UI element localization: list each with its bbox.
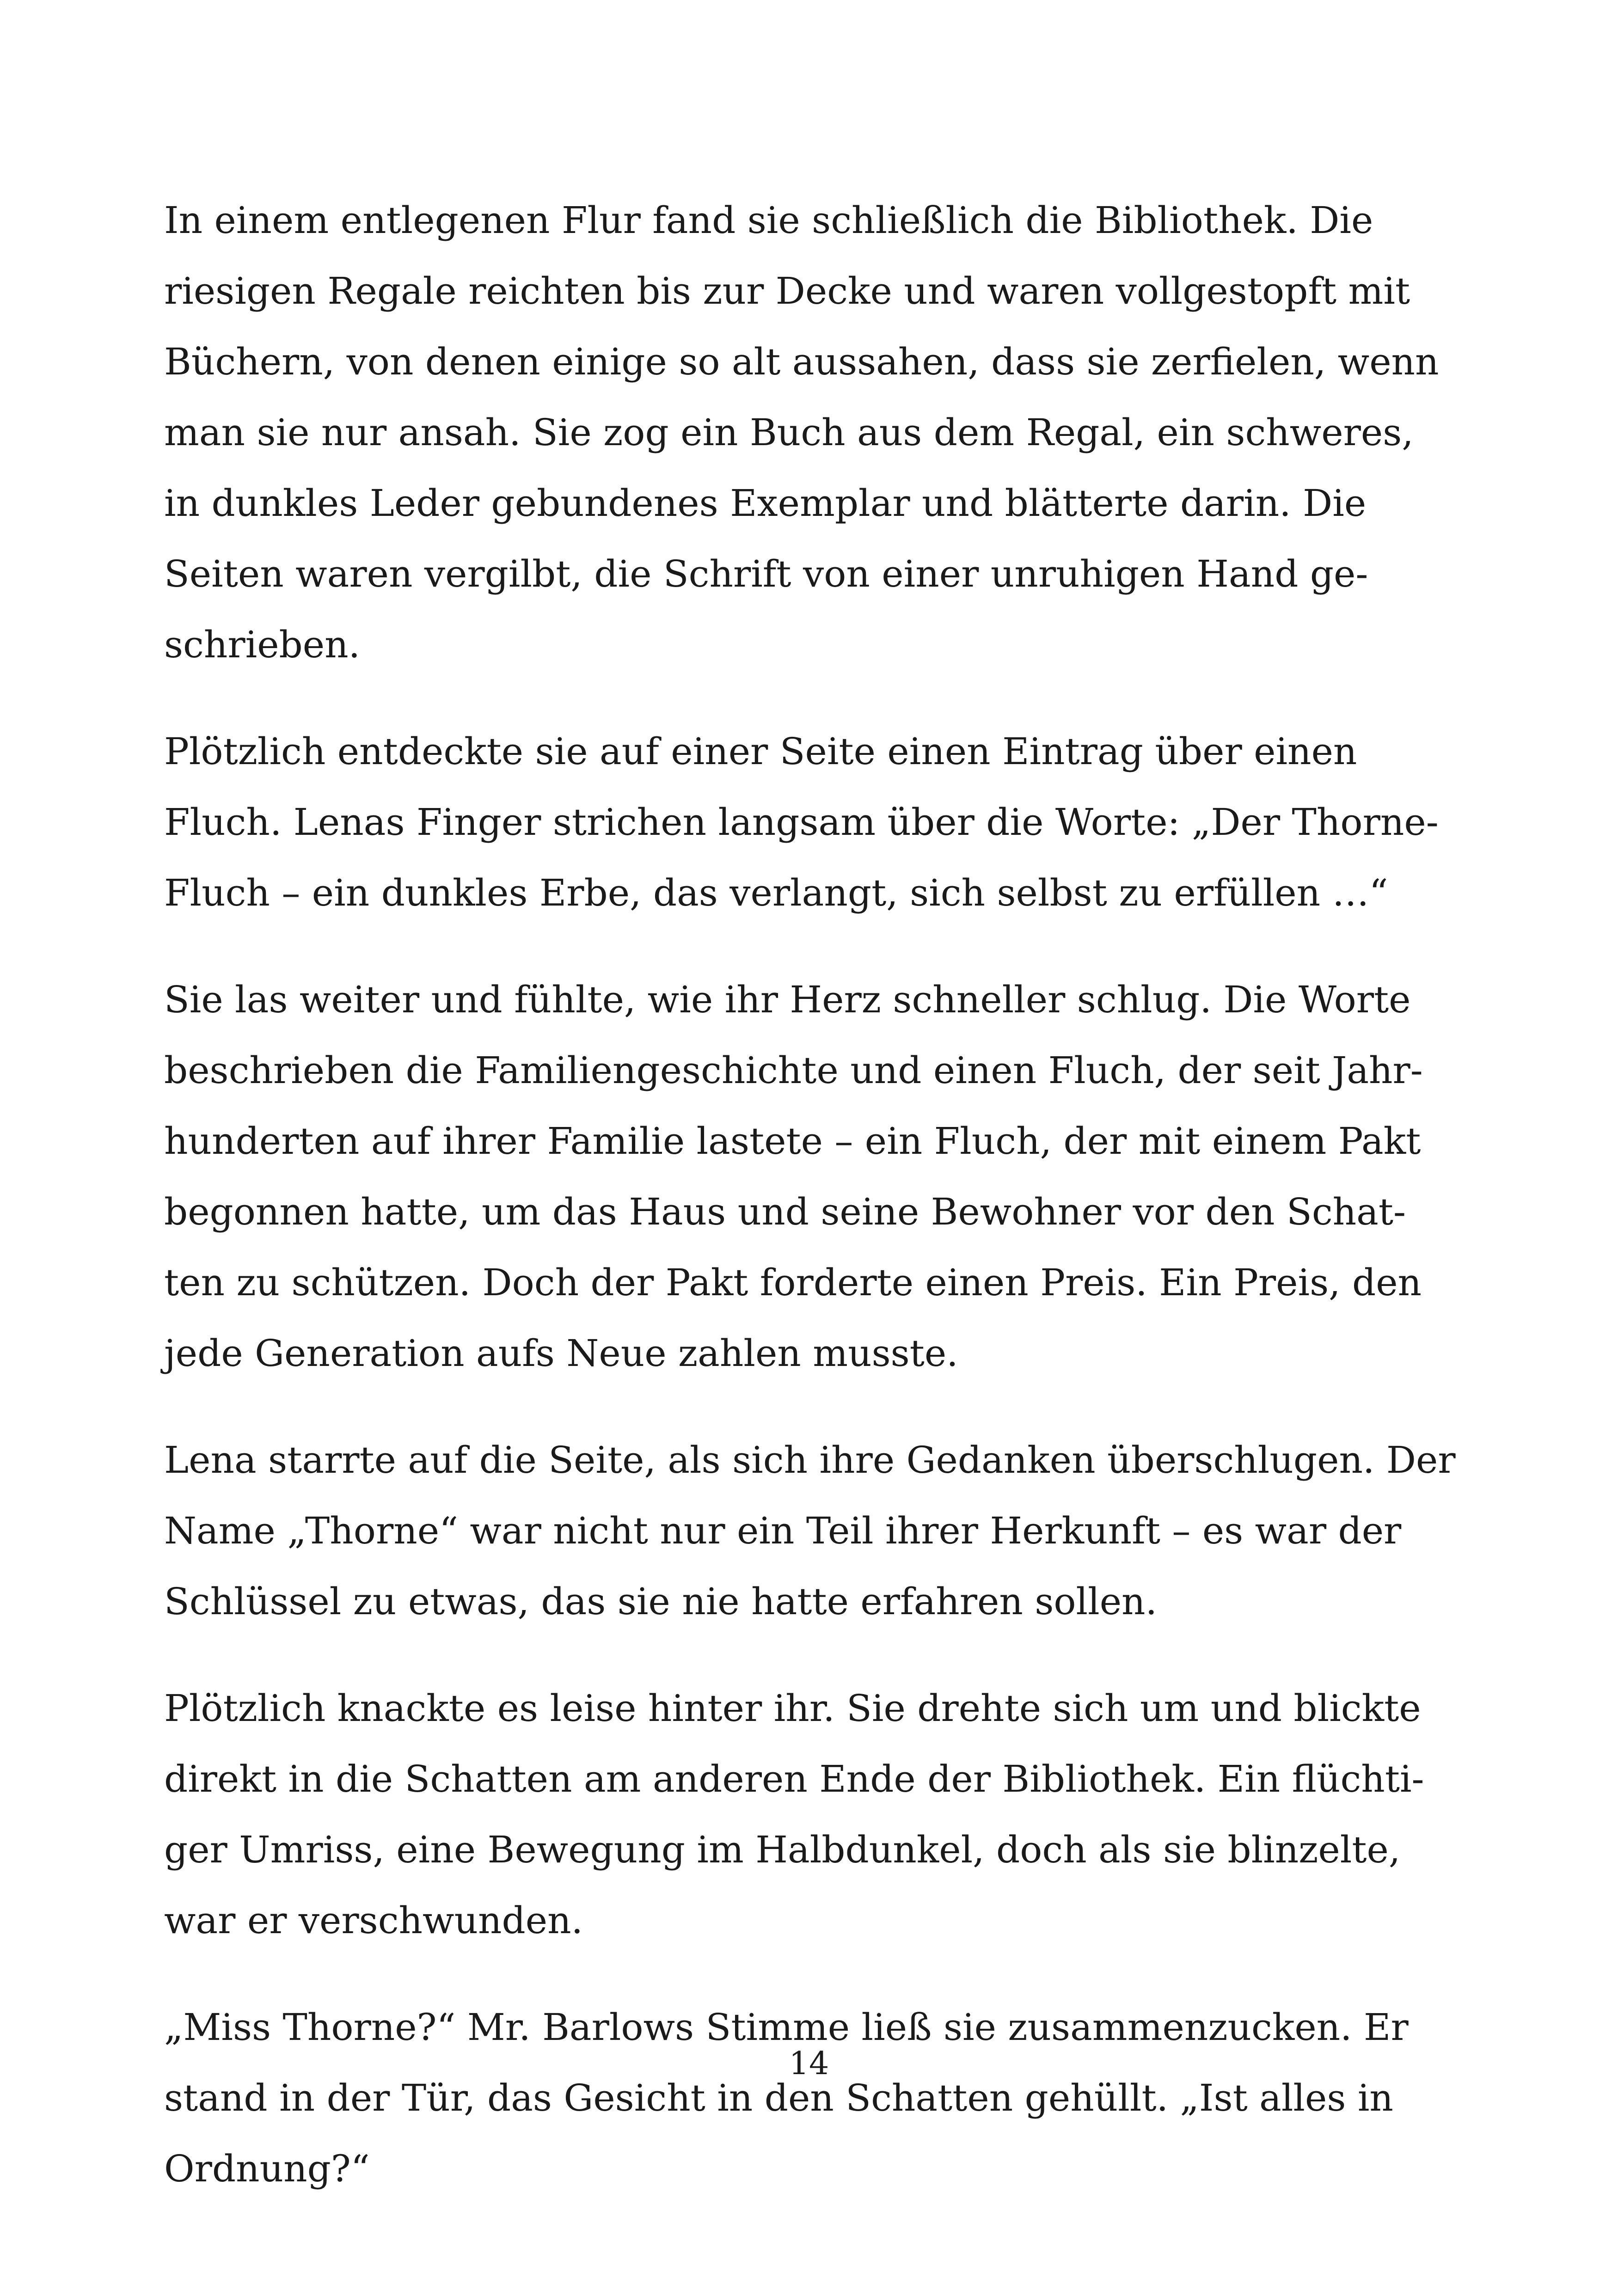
text-line: stand in der Tür, das Gesicht in den Schatten gehüllt. „Ist alles in xyxy=(164,2076,1393,2119)
text-line: Sie las weiter und fühlte, wie ihr Herz schneller schlug. Die Worte xyxy=(164,978,1411,1021)
text-line: man sie nur ansah. Sie zog ein Buch aus dem Regal, ein schweres, xyxy=(164,411,1414,454)
paragraph xyxy=(164,1425,1468,1637)
text-line: „Miss Thorne?“ Mr. Barlows Stimme ließ sie zusammenzucken. Er xyxy=(164,2006,1409,2049)
text-line: ger Umriss, eine Bewegung im Halbdunkel, doch als sie blinzelte, xyxy=(164,1828,1401,1871)
text-line: Schlüssel zu etwas, das sie nie hatte erfahren sollen. xyxy=(164,1580,1158,1623)
paragraph xyxy=(164,964,1468,1389)
page-number: 14 xyxy=(789,2045,829,2082)
text-line: Ordnung?“ xyxy=(164,2147,370,2190)
text-line: Fluch. Lenas Finger strichen langsam über die Worte: „Der Thorne- xyxy=(164,801,1439,844)
paragraph xyxy=(164,716,1468,928)
text-line: beschrieben die Familiengeschichte und einen Fluch, der seit Jahr- xyxy=(164,1049,1423,1092)
text-line: Fluch – ein dunkles Erbe, das verlangt, sich selbst zu erfüllen …“ xyxy=(164,871,1388,914)
text-line: Lena starrte auf die Seite, als sich ihre Gedanken überschlugen. Der xyxy=(164,1439,1456,1482)
text-line: war er verschwunden. xyxy=(164,1899,583,1942)
text-line: Plötzlich knackte es leise hinter ihr. Sie drehte sich um und blickte xyxy=(164,1687,1421,1730)
text-line: hunderten auf ihrer Familie lastete – ein Fluch, der mit einem Pakt xyxy=(164,1120,1421,1163)
paragraph xyxy=(164,185,1468,680)
text-line: begonnen hatte, um das Haus und seine Bewohner vor den Schat- xyxy=(164,1190,1406,1233)
paragraph xyxy=(164,1992,1468,2204)
text-line: in dunkles Leder gebundenes Exemplar und blätterte darin. Die xyxy=(164,482,1367,525)
text-line: ten zu schützen. Doch der Pakt forderte einen Preis. Ein Preis, den xyxy=(164,1261,1422,1304)
text-line: Name „Thorne“ war nicht nur ein Teil ihrer Herkunft – es war der xyxy=(164,1509,1402,1552)
text-line: In einem entlegenen Flur fand sie schließlich die Bibliothek. Die xyxy=(164,199,1373,242)
text-line: direkt in die Schatten am anderen Ende der Bibliothek. Ein flüchti- xyxy=(164,1757,1424,1800)
text-line: riesigen Regale reichten bis zur Decke und waren vollgestopft mit xyxy=(164,269,1410,312)
text-line: jede Generation aufs Neue zahlen musste. xyxy=(164,1332,958,1375)
text-line: Plötzlich entdeckte sie auf einer Seite einen Eintrag über einen xyxy=(164,730,1357,773)
text-line: Seiten waren vergilbt, die Schrift von einer unruhigen Hand ge- xyxy=(164,552,1368,595)
body-text xyxy=(164,185,1468,2240)
text-line: schrieben. xyxy=(164,623,361,666)
text-line: Büchern, von denen einige so alt aussahen, dass sie zerfielen, wenn xyxy=(164,340,1439,383)
paragraph xyxy=(164,1673,1468,1956)
